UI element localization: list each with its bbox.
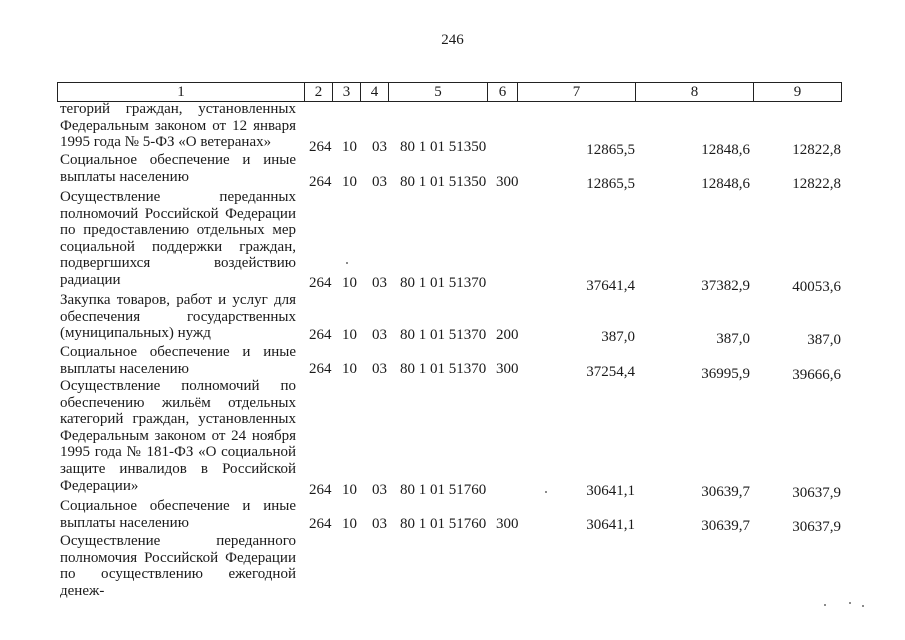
cell-code: 264 [309, 516, 332, 532]
cell-code: 264 [309, 139, 332, 155]
cell-section: 10 [342, 174, 357, 190]
cell-target-article: 80 1 01 51350 [400, 174, 487, 190]
cell-amount-col7: 12865,5 [586, 176, 635, 192]
cell-amount-col8: 387,0 [716, 331, 750, 347]
cell-amount-col9: 12822,8 [792, 142, 841, 158]
cell-amount-col8: 36995,9 [701, 366, 750, 382]
cell-subsection: 03 [372, 174, 387, 190]
row-description: Социальное обеспечение и иные выплаты населению [60, 152, 296, 185]
cell-amount-col7: 30641,1 [586, 483, 635, 499]
cell-amount-col7: 37254,4 [586, 364, 635, 380]
cell-section: 10 [342, 139, 357, 155]
cell-subsection: 03 [372, 139, 387, 155]
cell-target-article: 80 1 01 51760 [400, 482, 487, 498]
cell-amount-col7: 37641,4 [586, 278, 635, 294]
column-header-8: 8 [636, 83, 754, 102]
row-description: Осуществление переданного полномочия Российской Федерации по осуществлению ежегодной денеж- [60, 533, 296, 599]
cell-amount-col9: 40053,6 [792, 279, 841, 295]
column-header-5: 5 [389, 83, 488, 102]
cell-subsection: 03 [372, 275, 387, 291]
page-number: 246 [441, 32, 464, 48]
column-header-6: 6 [488, 83, 518, 102]
cell-amount-col9: 387,0 [807, 332, 841, 348]
row-description: Осуществление полномочий по обеспечению жильём отдельных категорий граждан, установленных Федеральным законом от 24 ноября 1995 года № 181-ФЗ «О социальной защите инвалидов в Российской Федерации» [60, 378, 296, 494]
cell-subsection: 03 [372, 516, 387, 532]
cell-expense-type: 300 [496, 174, 519, 190]
column-header-4: 4 [361, 83, 389, 102]
column-header-7: 7 [518, 83, 636, 102]
cell-expense-type: 300 [496, 516, 519, 532]
cell-code: 264 [309, 482, 332, 498]
cell-expense-type: 200 [496, 327, 519, 343]
cell-code: 264 [309, 174, 332, 190]
cell-section: 10 [342, 361, 357, 377]
scan-speck [849, 602, 851, 604]
cell-expense-type: 300 [496, 361, 519, 377]
cell-section: 10 [342, 275, 357, 291]
column-header-9: 9 [754, 83, 842, 102]
cell-amount-col8: 37382,9 [701, 278, 750, 294]
cell-subsection: 03 [372, 482, 387, 498]
row-description: Осуществление переданных полномочий Российской Федерации по предоставлению отдельных мер социальной поддержки граждан, подвергшихся воздействию радиации [60, 189, 296, 288]
cell-target-article: 80 1 01 51760 [400, 516, 487, 532]
cell-target-article: 80 1 01 51350 [400, 139, 487, 155]
row-description: Социальное обеспечение и иные выплаты населению [60, 498, 296, 531]
cell-target-article: 80 1 01 51370 [400, 327, 487, 343]
scan-speck [862, 605, 864, 607]
cell-amount-col7: 387,0 [601, 329, 635, 345]
cell-amount-col9: 39666,6 [792, 367, 841, 383]
cell-amount-col8: 30639,7 [701, 484, 750, 500]
cell-section: 10 [342, 482, 357, 498]
cell-subsection: 03 [372, 327, 387, 343]
cell-amount-col7: 12865,5 [586, 142, 635, 158]
row-description: тегорий граждан, установленных Федеральным законом от 12 января 1995 года № 5-ФЗ «О ветеранах» [60, 101, 296, 151]
cell-amount-col8: 30639,7 [701, 518, 750, 534]
cell-target-article: 80 1 01 51370 [400, 361, 487, 377]
cell-amount-col8: 12848,6 [701, 142, 750, 158]
cell-code: 264 [309, 327, 332, 343]
column-header-2: 2 [305, 83, 333, 102]
cell-section: 10 [342, 516, 357, 532]
cell-amount-col8: 12848,6 [701, 176, 750, 192]
row-description: Социальное обеспечение и иные выплаты населению [60, 344, 296, 377]
cell-code: 264 [309, 361, 332, 377]
scan-speck [824, 604, 826, 606]
row-description: Закупка товаров, работ и услуг для обеспечения государственных (муниципальных) нужд [60, 292, 296, 342]
cell-amount-col9: 12822,8 [792, 176, 841, 192]
cell-amount-col7: 30641,1 [586, 517, 635, 533]
column-header-3: 3 [333, 83, 361, 102]
scan-speck [545, 491, 547, 493]
scan-speck [346, 262, 348, 264]
cell-amount-col9: 30637,9 [792, 485, 841, 501]
cell-subsection: 03 [372, 361, 387, 377]
cell-section: 10 [342, 327, 357, 343]
cell-amount-col9: 30637,9 [792, 519, 841, 535]
cell-code: 264 [309, 275, 332, 291]
column-header-1: 1 [58, 83, 305, 102]
column-header-row [57, 82, 842, 102]
cell-target-article: 80 1 01 51370 [400, 275, 487, 291]
